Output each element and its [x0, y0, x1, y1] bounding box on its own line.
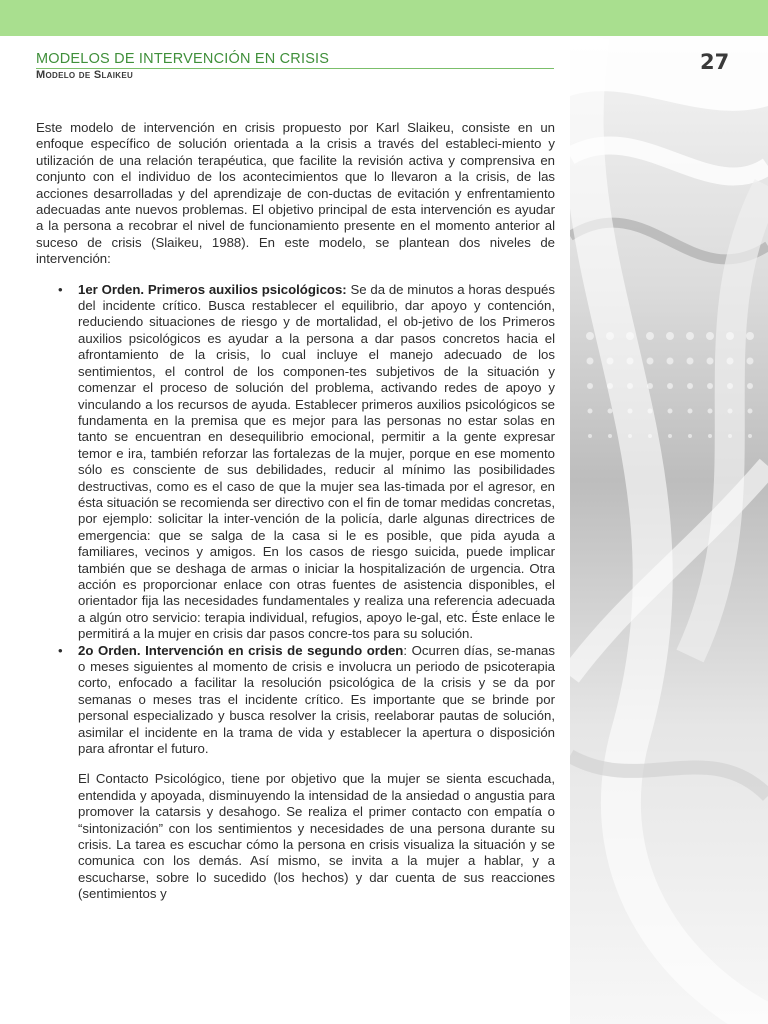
decorative-side-panel — [570, 36, 768, 1024]
list-item-second-order — [58, 642, 555, 758]
intro-paragraph: Este modelo de intervención en crisis propuesto por Karl Slaikeu, consiste en un enfoque específico de solución orientada a la crisis a través del estableci-miento y utilización de una relación terapéutica, que facilite la revisión activa y comprensiva en conjunto con el individuo de los acontecimientos que lo llevaron a la crisis, de las acciones desarrolladas y del aprendizaje de con-ductas de evitación y enfrentamiento adecuadas ante nuevos problemas. El objetivo principal de esta intervención es ayudar a la persona a recobrar el nivel de funcionamiento presente en el momento anterior al suceso de crisis (Slaikeu, 1988). En este modelo, se plantean dos niveles de intervención: — [36, 120, 555, 267]
section-title: MODELOS DE INTERVENCIÓN EN CRISIS — [36, 50, 554, 69]
list-item-text: Se da de minutos a horas después del incidente crítico. Busca restablecer el equilibrio, dar apoyo y contención, reduciendo situaciones de riesgo y de mortalidad, el ob-jetivo de los Primeros auxilios psicológicos es ayudar a la persona a dar pasos concretos hacia el afrontamiento de la crisis, lo cual incluye el manejo adecuado de los sentimientos, el control de los componen-tes subjetivos de la situación y comenzar el proceso de solución del problema, activando redes de apoyo y vinculando a los recursos de ayuda. Establecer primeros auxilios psicológicos se fundamenta en la premisa que es mejor para las personas no estar solas en tanto se encuentran en desequilibrio emocional, permitir a la gente expresar temor e ira, también reforzar las fortalezas de la mujer, porque en ese momento sólo es consciente de sus debilidades, reducir al mínimo las posibilidades destructivas, como es el caso de que la mujer sea las-timada por el agresor, en ésta situación se recomienda ser directivo con el fin de tomar medidas concretas, por ejemplo: solicitar la inter-vención de la policía, darle algunas directrices de emergencia: que se salga de la casa si le es posible, que pida ayuda a familiares, vecinos y amigos. En los casos de riesgo suicida, puede implicar también que se deshaga de armas o iniciar la hospitalización de urgencia. Otra acción es proporcionar enlace con otras fuentes de asistencia disponibles, el orientador fija las necesidades fundamentales y realiza una referencia adecuada a algún otro servicio: terapia individual, refugios, apoyo le-gal, etc. Éste enlace le permitirá a la mujer en crisis dar pasos concre-tos para su solución. — [78, 281, 555, 642]
intervention-levels-list — [36, 282, 555, 758]
section-subtitle: Modelo de Slaikeu — [36, 69, 134, 81]
bullet-marker: • — [58, 281, 63, 297]
closing-paragraph: El Contacto Psicológico, tiene por objetivo que la mujer se sienta escuchada, entendida y apoyada, disminuyendo la intensidad de la ansiedad o angustia para promover la catarsis y desahogo. Se realiza el primer contacto con empatía o “sintonización” con los sentimientos y necesidades de una persona durante su crisis. La tarea es escuchar cómo la persona en crisis visualiza la situación y se comunica con los demás. Así mismo, se invita a la mujer a hablar, y a escucharse, sobre lo sucedido (los hechos) y dar cuenta de sus reacciones (sentimientos y — [78, 771, 555, 902]
decorative-waves-graphic — [570, 36, 768, 1024]
main-content — [36, 120, 555, 903]
list-item-first-order — [58, 281, 555, 643]
list-item-text: : Ocurren días, se-manas o meses siguientes al momento de crisis e involucra un periodo de psicoterapia corto, enfocado a facilitar la resolución psicológica de la crisis y se da por semanas o meses tras el incidente crítico. Es importante que se brinde por personal especializado y busca resolver la crisis, reelaborar pautas de solución, asimilar el incidente en la trama de vida y establecer la apertura o disposición para afrontar el futuro. — [78, 642, 555, 757]
list-item-title: 2o Orden. Intervención en crisis de segundo orden — [78, 642, 404, 658]
top-banner — [0, 0, 768, 36]
list-item-title: 1er Orden. Primeros auxilios psicológicos: — [78, 281, 347, 297]
bullet-marker: • — [58, 642, 63, 658]
page-number: 27 — [700, 50, 730, 74]
